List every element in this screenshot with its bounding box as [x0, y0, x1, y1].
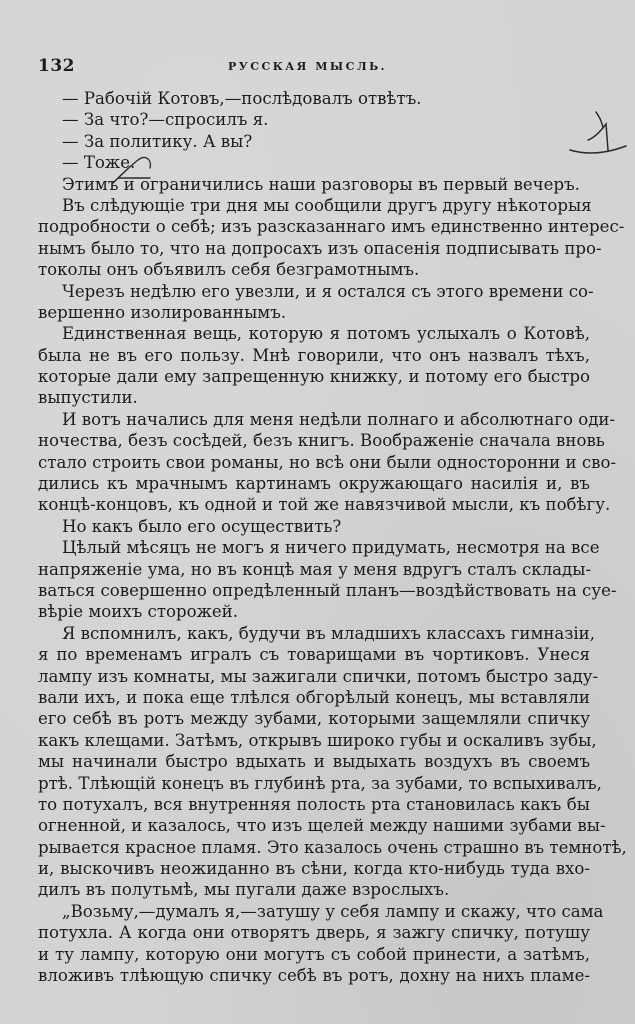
- text-line: Я вспомнилъ, какъ, будучи въ младшихъ классахъ гимназіи,: [62, 623, 596, 643]
- text-line: Черезъ недѣлю его увезли, и я остался съ этого времени со-: [62, 281, 594, 301]
- text-line: и, выскочивъ неожиданно въ сѣни, когда кто-нибудь туда вхо-: [38, 859, 590, 879]
- text-line: какъ клещами. Затѣмъ, открывъ широко губы и оскаливъ зубы,: [38, 730, 597, 750]
- text-line: стало строить свои романы, но всѣ они были односторонни и сво-: [38, 452, 617, 472]
- text-line: вали ихъ, и пока еще тлѣлся обгорѣлый конецъ, мы вставляли: [38, 687, 590, 707]
- text-line: ваться совершенно опредѣленный планъ—воздѣйствовать на суе-: [38, 580, 617, 600]
- running-title: РУССКАЯ МЫСЛЬ.: [228, 60, 387, 73]
- text-line: которые дали ему запрещенную книжку, и потому его быстро: [38, 367, 590, 387]
- text-line: — За политику. А вы?: [62, 131, 253, 151]
- text-line: И вотъ начались для меня недѣли полнаго и абсолютнаго оди-: [62, 409, 616, 429]
- text-line: ртѣ. Тлѣющій конецъ въ глубинѣ рта, за зубами, то вспыхивалъ,: [38, 773, 602, 793]
- page-header: [38, 56, 598, 78]
- text-line: то потухалъ, вся внутренняя полость рта становилась какъ бы: [38, 794, 590, 814]
- page-number: 132: [38, 56, 75, 76]
- text-line: Цѣлый мѣсяцъ не могъ я ничего придумать, несмотря на все: [62, 538, 600, 558]
- body-text: [38, 88, 627, 986]
- text-line: была не въ его пользу. Мнѣ говорили, что онъ назвалъ тѣхъ,: [38, 345, 590, 365]
- text-line: напряженіе ума, но въ концѣ мая у меня вдругъ сталъ склады-: [38, 559, 592, 579]
- text-line: и ту лампу, которую они могутъ съ собой принести, а затѣмъ,: [38, 944, 590, 964]
- text-line: концѣ-концовъ, къ одной и той же навязчивой мысли, къ побѣгу.: [38, 495, 611, 515]
- text-line: — За что?—спросилъ я.: [62, 110, 269, 130]
- text-line: Единственная вещь, которую я потомъ услыхалъ о Котовѣ,: [62, 324, 590, 344]
- text-line: Этимъ и ограничились наши разговоры въ первый вечеръ.: [62, 174, 580, 194]
- text-line: выпустили.: [38, 388, 138, 408]
- text-line: ночества, безъ сосѣдей, безъ книгъ. Воображеніе сначала вновь: [38, 431, 605, 451]
- text-line: вложивъ тлѣющую спичку себѣ въ ротъ, дохну на нихъ пламе-: [38, 966, 590, 986]
- text-line: я по временамъ игралъ съ товарищами въ чортиковъ. Унеся: [38, 645, 590, 665]
- text-line: токолы онъ объявилъ себя безграмотнымъ.: [38, 260, 420, 280]
- text-line: потухла. А когда они отворятъ дверь, я зажгу спичку, потушу: [38, 923, 590, 943]
- text-line: — Тоже.: [62, 153, 136, 173]
- text-line: мы начинали быстро вдыхать и выдыхать воздухъ въ своемъ: [38, 752, 590, 772]
- text-line: нымъ было то, что на допросахъ изъ опасенія подписывать про-: [38, 238, 602, 258]
- text-line: вѣріе моихъ сторожей.: [38, 602, 239, 622]
- text-line: — Рабочій Котовъ,—послѣдовалъ отвѣтъ.: [62, 89, 422, 108]
- text-line: Въ слѣдующіе три дня мы сообщили другъ другу нѣкоторыя: [62, 195, 592, 215]
- text-line: его себѣ въ ротъ между зубами, которыми защемляли спичку: [38, 709, 590, 729]
- text-line: рывается красное пламя. Это казалось очень страшно въ темнотѣ,: [38, 837, 627, 857]
- text-line: „Возьму,—думалъ я,—затушу у себя лампу и скажу, что сама: [62, 901, 604, 921]
- text-line: огненной, и казалось, что изъ щелей между нашими зубами вы-: [38, 816, 606, 836]
- text-line: лампу изъ комнаты, мы зажигали спички, потомъ быстро заду-: [38, 666, 599, 686]
- text-line: дились къ мрачнымъ картинамъ окружающаго насилія и, въ: [38, 474, 590, 494]
- text-line: Но какъ было его осуществить?: [62, 516, 342, 536]
- text-line: подробности о себѣ; изъ разсказаннаго имъ единственно интерес-: [38, 217, 625, 237]
- text-line: вершенно изолированнымъ.: [38, 302, 287, 322]
- text-line: дилъ въ полутьмѣ, мы пугали даже взрослыхъ.: [38, 880, 450, 900]
